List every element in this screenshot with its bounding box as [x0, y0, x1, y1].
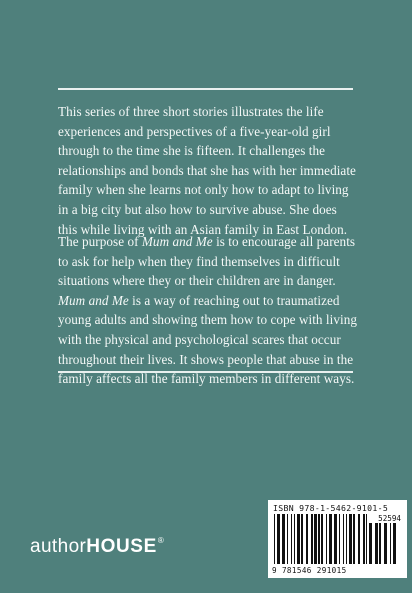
isbn-barcode [268, 500, 407, 578]
barcode-bar [375, 523, 378, 564]
barcode-bar [379, 523, 381, 564]
publisher-logo-author: author [30, 536, 87, 557]
barcode-bar [353, 514, 355, 564]
registered-mark: ® [157, 536, 165, 545]
barcode-bar [384, 523, 387, 564]
bottom-divider [58, 371, 353, 373]
top-divider [58, 88, 353, 90]
purpose-paragraph [58, 232, 358, 389]
synopsis-paragraph: This series of three short stories illustrates the life experiences and perspectives of a five-year-old girl through to the time she is fifteen. It challenges the relationships and bonds that she has with her immediate family when she learns not only how to adapt to living in a big city but also how to survive abuse. She does this while living with an Asian family in East London. [58, 104, 356, 237]
addon-barcode-bars [369, 523, 397, 564]
barcode-bar [326, 514, 327, 564]
barcode-bar [339, 514, 340, 564]
barcode-bar [306, 514, 308, 564]
barcode-bar [363, 514, 365, 564]
isbn-number: ISBN 978-1-5462-9101-5 [273, 503, 389, 513]
barcode-bar [291, 514, 292, 564]
barcode-bar [321, 514, 323, 564]
book-title-mention: Mum and Me [141, 234, 213, 249]
purpose-text-2: is to encourage all parents to ask for help when they find themselves in difficult situations where they or their children are in danger. [58, 234, 356, 289]
barcode-bar [358, 514, 360, 564]
barcode-bar [318, 514, 320, 564]
purpose-text-3: is a way of reaching out to traumatized young adults and showing them how to cope with living with the physical and psychological scares that occur throughout their lives. It shows people that abuse in the family affects all the family members in different ways. [58, 292, 357, 387]
barcode-bar [390, 523, 391, 564]
barcode-bar [314, 514, 317, 564]
barcode-bar [349, 514, 352, 564]
price-code: 52594 [378, 514, 401, 523]
barcode-bar [366, 514, 367, 564]
barcode-bar [274, 514, 275, 564]
publisher-logo-house: HOUSE [86, 536, 157, 557]
barcode-bar [369, 523, 372, 564]
barcode-bar [334, 514, 337, 564]
barcode-bar [294, 514, 295, 564]
book-title-mention: Mum and Me [58, 292, 129, 308]
barcode-bar [301, 514, 303, 564]
barcode-bar [311, 514, 313, 564]
ean-barcode-bars [274, 514, 367, 564]
barcode-bar [287, 514, 288, 564]
barcode-bar [393, 523, 396, 564]
barcode-digits: 9 781546 291015 [272, 566, 347, 575]
barcode-bar [329, 514, 332, 564]
purpose-text-1: The purpose of [58, 234, 142, 249]
publisher-logo [30, 536, 164, 558]
barcode-bar [346, 514, 347, 564]
barcode-bar [343, 514, 344, 564]
barcode-bar [297, 514, 300, 564]
barcode-bar [282, 514, 285, 564]
barcode-bar [277, 514, 280, 564]
